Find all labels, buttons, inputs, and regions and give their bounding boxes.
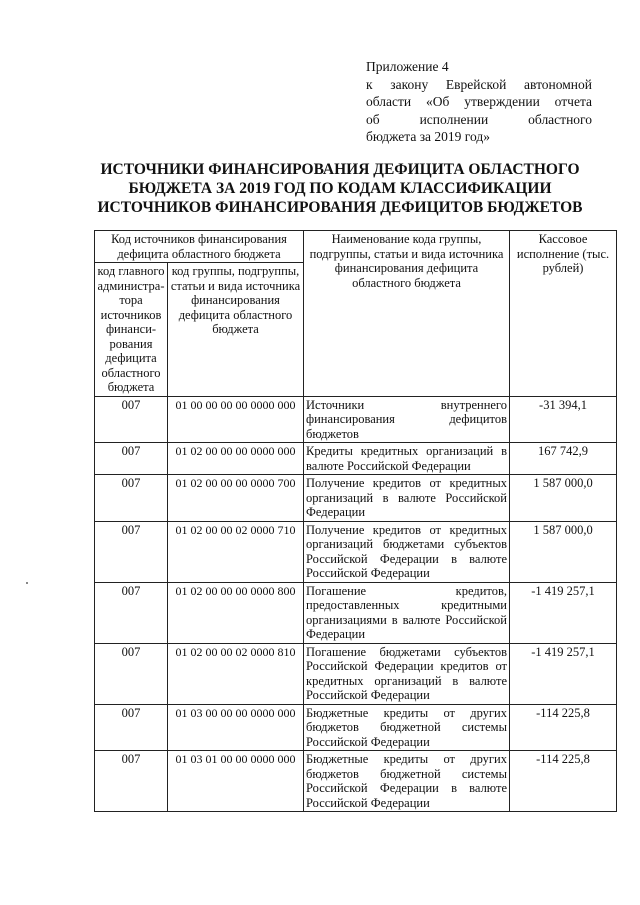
appendix-line: Приложение 4 [366, 59, 449, 74]
cell-name: Кредиты кредитных организаций в валюте Российской Федерации [304, 443, 510, 475]
cell-code: 01 03 01 00 00 0000 000 [168, 751, 304, 812]
appendix-line: к закону Еврейской автономной [366, 76, 592, 92]
cell-code: 01 00 00 00 00 0000 000 [168, 396, 304, 443]
cell-code: 01 02 00 00 02 0000 710 [168, 521, 304, 582]
table-row [95, 396, 617, 443]
cell-name: Погашение кредитов, предоставленных кредитными организациями в валюте Российской Федерации [304, 582, 510, 643]
table-header [95, 231, 617, 397]
cell-admin: 007 [95, 521, 168, 582]
cell-sum: -114 225,8 [510, 751, 617, 812]
title-line: БЮДЖЕТА ЗА 2019 ГОД ПО КОДАМ КЛАССИФИКАЦИИ [128, 180, 552, 197]
cell-sum: -31 394,1 [510, 396, 617, 443]
cell-admin: 007 [95, 582, 168, 643]
cell-sum: 167 742,9 [510, 443, 617, 475]
cell-admin: 007 [95, 643, 168, 704]
cell-name: Погашение бюджетами субъектов Российской Федерации кредитов от кредитных организаций в валюте Российской Федерации [304, 643, 510, 704]
cell-name: Получение кредитов от кредитных организаций бюджетами субъектов Российской Федерации в валюте Российской Федерации [304, 521, 510, 582]
title-line: ИСТОЧНИКОВ ФИНАНСИРОВАНИЯ ДЕФИЦИТОВ БЮДЖЕТОВ [97, 199, 583, 216]
cell-sum: -114 225,8 [510, 704, 617, 751]
cell-name: Получение кредитов от кредитных организаций в валюте Российской Федерации [304, 475, 510, 522]
title-line: ИСТОЧНИКИ ФИНАНСИРОВАНИЯ ДЕФИЦИТА ОБЛАСТНОГО [100, 161, 580, 178]
document-title [80, 160, 600, 217]
cell-admin: 007 [95, 704, 168, 751]
appendix-note [366, 58, 592, 146]
cell-admin: 007 [95, 475, 168, 522]
cell-name: Источники внутреннего финансирования дефицитов бюджетов [304, 396, 510, 443]
cell-code: 01 03 00 00 00 0000 000 [168, 704, 304, 751]
appendix-line: области «Об утверждении отчета [366, 94, 592, 109]
appendix-line: бюджета за 2019 год» [366, 129, 490, 144]
cell-admin: 007 [95, 751, 168, 812]
header-code-group: Код источников финансирования дефицита областного бюджета [95, 231, 304, 263]
header-name: Наименование кода группы, подгруппы, статьи и вида источника финансирования дефицита областного бюджета [304, 231, 510, 397]
cell-name: Бюджетные кредиты от других бюджетов бюджетной системы Российской Федерации в валюте Российской Федерации [304, 751, 510, 812]
cell-sum: 1 587 000,0 [510, 521, 617, 582]
cell-sum: -1 419 257,1 [510, 643, 617, 704]
cell-code: 01 02 00 00 00 0000 800 [168, 582, 304, 643]
table-row [95, 582, 617, 643]
cell-name: Бюджетные кредиты от других бюджетов бюджетной системы Российской Федерации [304, 704, 510, 751]
header-admin-code: код главного администра-тора источников финанси-рования дефицита областного бюджета [95, 263, 168, 397]
table-row [95, 643, 617, 704]
cell-admin: 007 [95, 396, 168, 443]
cell-code: 01 02 00 00 02 0000 810 [168, 643, 304, 704]
table-row [95, 475, 617, 522]
table-row [95, 443, 617, 475]
table-row [95, 704, 617, 751]
table-row [95, 521, 617, 582]
header-source-code: код группы, подгруппы, статьи и вида источника финансирования дефицита областного бюджета [168, 263, 304, 397]
cell-code: 01 02 00 00 00 0000 700 [168, 475, 304, 522]
table-body [95, 396, 617, 812]
appendix-line: об исполнении областного [366, 111, 592, 127]
header-sum: Кассовое исполнение (тыс. рублей) [510, 231, 617, 397]
cell-admin: 007 [95, 443, 168, 475]
financing-sources-table [94, 230, 617, 812]
cell-code: 01 02 00 00 00 0000 000 [168, 443, 304, 475]
cell-sum: -1 419 257,1 [510, 582, 617, 643]
cell-sum: 1 587 000,0 [510, 475, 617, 522]
scan-speck [26, 582, 28, 584]
table-row [95, 751, 617, 812]
